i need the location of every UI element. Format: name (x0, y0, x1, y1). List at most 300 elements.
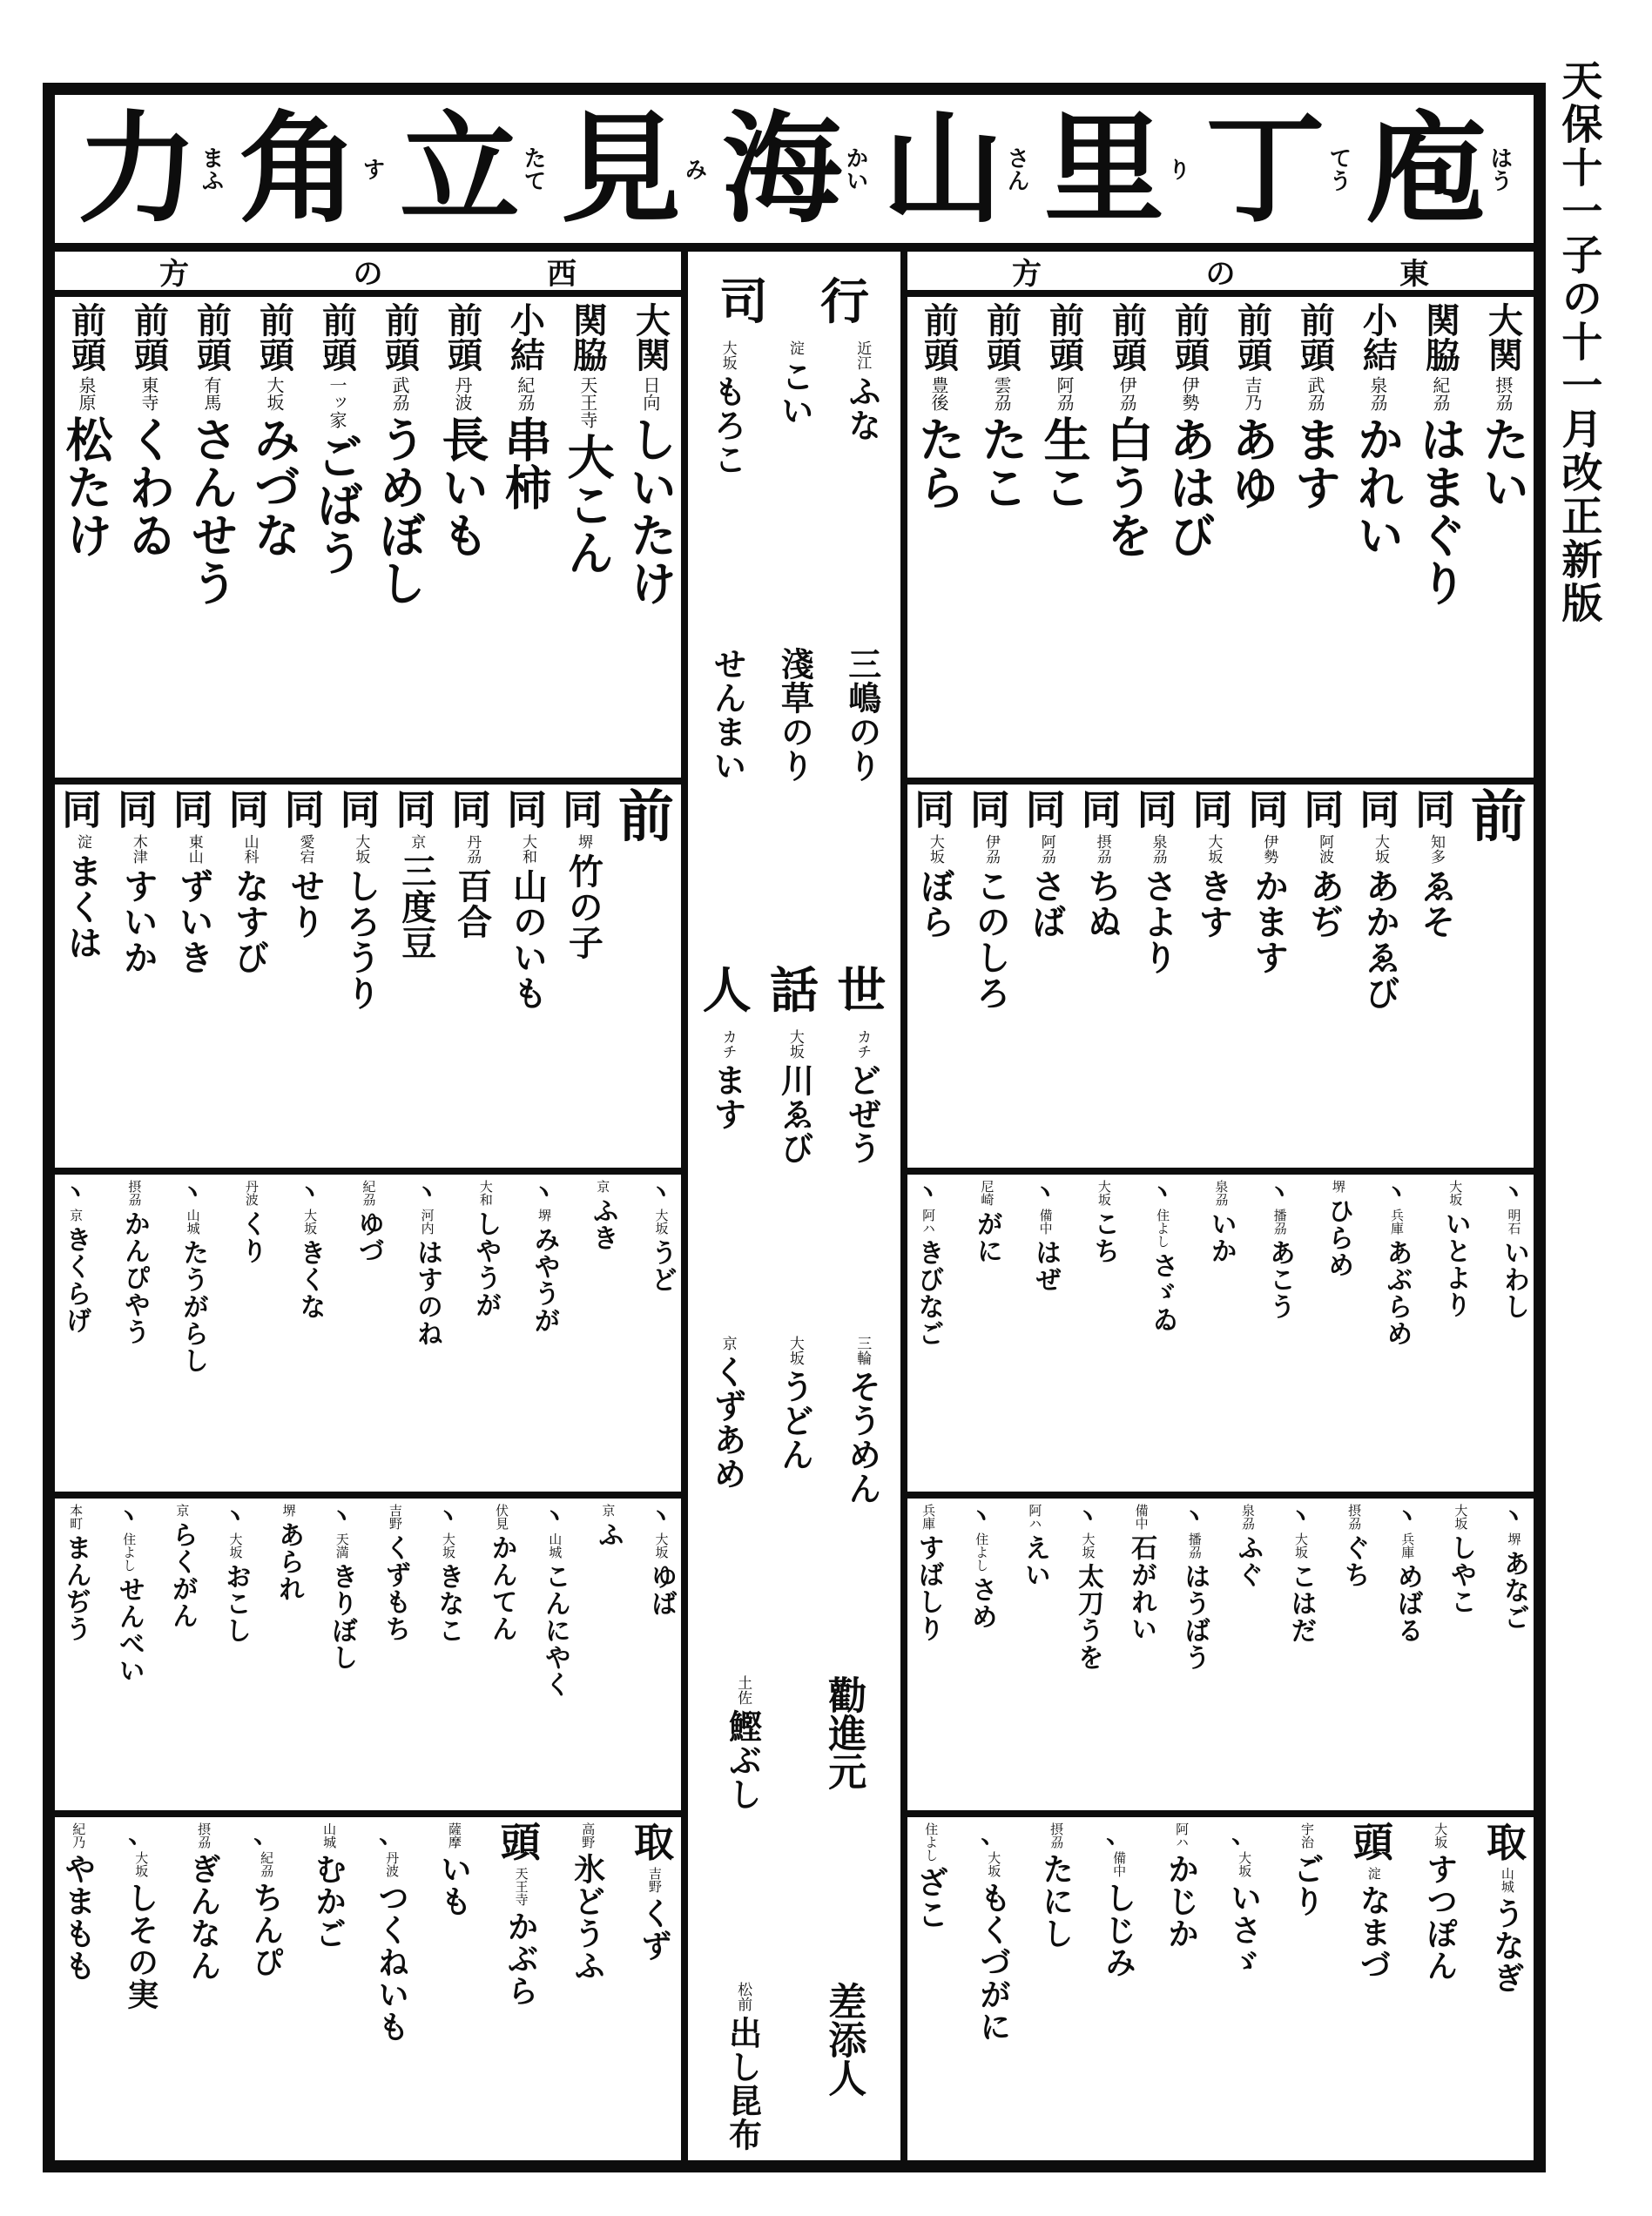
food-name: さんせう (184, 415, 240, 607)
food-name: 川ゑび (775, 1063, 815, 1166)
place-label: 摂刕 (196, 1822, 212, 1849)
food-name: そうめん (842, 1369, 882, 1505)
place-label: 京 (174, 1504, 191, 1517)
place-label: 松前 (734, 1981, 752, 2011)
food-name: さゞゐ (1147, 1252, 1178, 1333)
colophon-date: 天保十一子の十一月改正新版 (1554, 59, 1603, 625)
section-heading (693, 264, 895, 333)
food-name: すいか (118, 868, 159, 975)
place-label: 摂刕 (1346, 1504, 1363, 1530)
entry (246, 302, 303, 772)
entry (62, 1504, 89, 1805)
food-name: くずあめ (708, 1354, 748, 1491)
place-label: 一ッ家 (326, 376, 347, 428)
food-name: 淺草のり (775, 646, 815, 783)
place-label: 大坂 (786, 1335, 804, 1365)
place-label: 大坂 (986, 1851, 1002, 1877)
rank-label: 前頭 (253, 302, 295, 372)
food-name: たうがらし (178, 1239, 209, 1374)
food-name: ぼら (914, 868, 956, 940)
title-char (1365, 98, 1513, 239)
section-heading: 差添人 (821, 1981, 866, 2097)
place-label: 泉刕 (1149, 834, 1167, 864)
place-label: 阿刕 (1054, 376, 1075, 411)
entry (1352, 1819, 1393, 2148)
food-name: さめ (966, 1576, 997, 1630)
place-label: 京 (595, 1180, 611, 1193)
food-name: 氷どうふ (569, 1853, 606, 1982)
place-label: 泉刕 (1213, 1180, 1230, 1206)
entry (122, 1820, 159, 2148)
place-label: 天王寺 (577, 376, 598, 428)
ditto-mark: 同 (172, 786, 213, 833)
place-label: 住よし (121, 1532, 138, 1572)
entry (529, 1177, 560, 1486)
title-kanji: 丁 (1204, 98, 1325, 239)
rank-label: 前頭 (1231, 302, 1273, 372)
place-label: 摂刕 (1049, 1822, 1065, 1849)
food-name: なすび (229, 868, 271, 975)
entry (310, 1822, 347, 2148)
place-label: 近江 (853, 340, 872, 370)
entry (775, 1029, 815, 1166)
ditto-tick: ヽ (968, 1501, 994, 1530)
title-kanji: 力 (78, 98, 199, 239)
title-kanji: 山 (882, 98, 1003, 239)
place-label: 山城 (321, 1822, 338, 1849)
place-label: 阿ハ (1027, 1504, 1043, 1530)
entry (488, 1504, 515, 1805)
rank-label: 前頭 (65, 302, 107, 372)
title (55, 95, 1534, 252)
ditto-mark: 同 (1192, 786, 1233, 833)
entry (238, 1180, 265, 1486)
title-char (78, 98, 225, 239)
entry (775, 340, 815, 476)
place-label: 大坂 (1372, 834, 1390, 864)
food-name: 三嶋のり (842, 646, 882, 783)
entry (284, 786, 326, 1162)
food-name: 串柿 (496, 415, 553, 511)
east-band3 (907, 1175, 1534, 1499)
food-name: すばしり (913, 1534, 944, 1642)
header-char: 西 (547, 256, 577, 292)
ditto-tick: ヽ (297, 1177, 322, 1206)
ditto-tick: ヽ (116, 1501, 141, 1530)
food-name: こい (775, 360, 815, 428)
place-label: 木津 (129, 834, 147, 864)
entry (1392, 1501, 1423, 1805)
ditto-mark: 同 (228, 786, 269, 833)
entry (1021, 1504, 1048, 1805)
ditto-tick: 、 (1231, 1820, 1257, 1849)
place-label: 摂刕 (1093, 834, 1111, 864)
food-name: もろこ (708, 374, 748, 476)
food-name: きす (1192, 868, 1234, 940)
entry (1440, 1180, 1471, 1486)
place-label: 紀刕 (514, 376, 536, 411)
place-label: 大坂 (441, 1532, 457, 1559)
place-label: 山城 (547, 1532, 563, 1559)
food-name: 山のいも (507, 868, 549, 1011)
food-name: しやうが (470, 1210, 502, 1318)
entry (842, 340, 882, 476)
entry (569, 1822, 606, 2148)
food-name: がに (971, 1210, 1002, 1264)
food-name: うどん (775, 1369, 815, 1472)
west-band4 (55, 1499, 681, 1817)
entry (1102, 1822, 1135, 2148)
place-label: 紀乃 (71, 1822, 87, 1849)
entry (1025, 786, 1068, 1162)
rank-label: 関脇 (1419, 302, 1461, 372)
place-label: 備中 (1037, 1209, 1054, 1235)
title-kanji: 庖 (1365, 98, 1487, 239)
entry (1421, 1822, 1459, 2148)
food-name: みづな (246, 415, 303, 559)
place-label: 大坂 (302, 1209, 319, 1235)
place-label: 大坂 (1096, 1180, 1112, 1206)
food-name: あぶらめ (1381, 1239, 1413, 1347)
todori-heading-char: 頭 (1352, 1819, 1393, 1866)
food-name: かれい (1349, 415, 1406, 559)
entry (1474, 302, 1531, 772)
place-label: 兵庫 (1389, 1209, 1406, 1235)
place-label: 土佐 (734, 1675, 752, 1706)
place-label: 吉野 (646, 1867, 663, 1893)
rank-label: 小結 (1357, 302, 1399, 372)
food-name: きくらげ (60, 1226, 91, 1334)
place-label: 吉乃 (1241, 376, 1263, 411)
food-name: あかゑび (1359, 868, 1401, 1011)
entry (1359, 786, 1401, 1162)
food-name: 長いも (434, 415, 490, 559)
place-label: 天満 (334, 1532, 350, 1559)
entry (911, 302, 968, 772)
header-char: の (353, 256, 383, 292)
entry (1264, 1177, 1295, 1486)
entry (496, 302, 553, 772)
entry (117, 786, 159, 1162)
place-label: 丹波 (243, 1180, 260, 1206)
food-name: みやうが (529, 1226, 560, 1334)
food-name: せんべい (113, 1576, 145, 1684)
place-label: 堺 (536, 1209, 553, 1222)
place-label: 阿波 (1316, 834, 1334, 864)
east-band4 (907, 1499, 1534, 1817)
food-name: 三度豆 (395, 853, 437, 960)
title-furigana: す (359, 158, 385, 180)
place-label: 堺 (1506, 1532, 1522, 1546)
place-label: 備中 (1111, 1851, 1128, 1877)
entry (1232, 1504, 1264, 1805)
food-name: 出し昆布 (723, 2015, 763, 2152)
entry (708, 646, 748, 783)
entry (327, 1501, 358, 1805)
entry (375, 1822, 408, 2148)
place-label: 山城 (185, 1209, 201, 1235)
ditto-mark: 同 (1248, 786, 1289, 833)
entry (974, 1820, 1012, 2148)
food-name: たにし (1037, 1853, 1075, 1950)
food-name: いとより (1440, 1210, 1471, 1318)
west-band5 (55, 1817, 681, 2153)
food-name: しその実 (122, 1882, 159, 2011)
place-label: 紀刕 (1429, 376, 1451, 411)
food-name: らくがん (166, 1521, 198, 1629)
center-section (693, 1675, 895, 1811)
place-label: 兵庫 (920, 1504, 937, 1530)
place-label: 大坂 (1293, 1532, 1310, 1559)
food-name: ます (708, 1063, 748, 1132)
title-kanji: 海 (721, 98, 842, 239)
food-name: はまぐり (1412, 415, 1468, 607)
entry (219, 1501, 251, 1805)
entry (1136, 786, 1178, 1162)
entry (563, 786, 604, 1162)
entry (1179, 1501, 1210, 1805)
food-name: かぶら (502, 1910, 540, 2007)
entry (59, 1822, 97, 2148)
place-label: 紀刕 (361, 1180, 377, 1206)
food-name: ひらめ (1323, 1197, 1354, 1278)
header-char: 東 (1399, 256, 1429, 292)
title-kanji: 立 (399, 98, 520, 239)
place-label: 大坂 (1204, 834, 1223, 864)
place-label: 山科 (240, 834, 259, 864)
todori-heading-char: 取 (634, 1819, 674, 1866)
food-name: 百合 (451, 868, 493, 940)
entry (539, 1501, 570, 1805)
food-name: しいたけ (622, 415, 678, 607)
place-label: 阿刕 (1037, 834, 1055, 864)
ditto-tick: 、 (253, 1820, 279, 1849)
entry (1099, 302, 1156, 772)
food-name: 太刀うを (1072, 1563, 1103, 1671)
food-name: ゆば (645, 1563, 677, 1617)
place-label: 淀 (786, 340, 804, 355)
section-heading-char: 世 (837, 962, 887, 1020)
place-label: 大坂 (133, 1851, 150, 1877)
food-name: せんまい (708, 646, 748, 783)
ditto-tick: ヽ (1032, 1177, 1057, 1206)
food-name: やまもも (59, 1853, 97, 1982)
food-name: なまづ (1355, 1884, 1392, 1981)
place-label: 尼崎 (979, 1180, 995, 1206)
entry (118, 1180, 150, 1486)
entry (559, 302, 616, 772)
ditto-mark: 同 (563, 786, 603, 833)
entry (973, 1180, 1000, 1486)
food-name: 石がれい (1126, 1534, 1157, 1642)
entry (372, 302, 428, 772)
food-name: ずいき (173, 868, 215, 975)
entry (1349, 302, 1406, 772)
center-column (681, 252, 907, 2160)
place-label: 紀刕 (259, 1851, 275, 1877)
entry (1415, 786, 1457, 1162)
place-label: 大坂 (1447, 1180, 1464, 1206)
place-label: 高野 (580, 1822, 597, 1849)
ditto-mark: 同 (1025, 786, 1066, 833)
section-heading-char: 行 (820, 273, 869, 331)
place-label: 住よし (1155, 1209, 1171, 1248)
place-label: カチ (853, 1029, 872, 1060)
place-label: 丹波 (384, 1851, 401, 1877)
food-name: ざこ (912, 1866, 949, 1930)
food-name: きびなご (913, 1239, 944, 1347)
place-label: 京 (408, 834, 426, 849)
food-name: ふな (842, 374, 882, 442)
section-heading-char: 司 (719, 273, 768, 331)
place-label: 本町 (68, 1504, 84, 1530)
place-label: 大坂 (1080, 1532, 1096, 1559)
entry (842, 646, 882, 783)
entry (913, 1177, 944, 1486)
entry (1037, 1822, 1075, 2148)
entry (395, 786, 437, 1162)
food-name: くずもち (380, 1534, 411, 1642)
food-name: 松たけ (58, 415, 115, 559)
todori-heading-char: 取 (1487, 1819, 1527, 1866)
ditto-tick: ヽ (531, 1177, 556, 1206)
food-name: うなぎ (1488, 1897, 1526, 1994)
food-name: 鰹ぶし (723, 1709, 763, 1812)
east-band2 (907, 785, 1534, 1175)
place-label: カチ (718, 1029, 737, 1060)
ditto-tick: ヽ (1500, 1177, 1526, 1206)
entry (1487, 1819, 1527, 2148)
food-name: ちぬ (1082, 868, 1123, 940)
entry (433, 1501, 464, 1805)
ditto-tick: ヽ (222, 1501, 247, 1530)
rank-heading (617, 785, 674, 1162)
place-label: 雲刕 (991, 376, 1013, 411)
entry (1498, 1501, 1529, 1805)
rank-label: 大関 (1482, 302, 1524, 372)
east-band1 (907, 297, 1534, 785)
east-side (907, 252, 1534, 2160)
place-label: 伊勢 (1178, 376, 1200, 411)
place-label: 豊後 (928, 376, 950, 411)
entry (589, 1180, 616, 1486)
ditto-tick: ヽ (1394, 1501, 1419, 1530)
food-name: ゑそ (1415, 868, 1457, 940)
place-label: 大坂 (653, 1209, 670, 1235)
entry (592, 1504, 624, 1805)
ditto-tick: ヽ (542, 1501, 567, 1530)
place-label: 泉刕 (1239, 1504, 1256, 1530)
entry (1205, 1180, 1237, 1486)
todori-heading-char: 頭 (500, 1819, 541, 1866)
food-name: しやこ (1445, 1534, 1476, 1615)
entry (1498, 1177, 1529, 1486)
entry (974, 302, 1030, 772)
food-name: はうばう (1179, 1563, 1210, 1671)
entry (1089, 1180, 1120, 1486)
header-char: 方 (1012, 256, 1042, 292)
food-name: 大こん (559, 433, 616, 576)
food-name: かんぴやう (118, 1210, 150, 1345)
title-furigana: たて (519, 146, 546, 192)
place-label: 明石 (1506, 1209, 1522, 1235)
food-name: いも (435, 1853, 473, 1917)
entry (507, 786, 549, 1162)
food-name: ます (1286, 415, 1343, 511)
place-label: 丹刕 (463, 834, 482, 864)
food-name: ふぐ (1232, 1534, 1264, 1588)
place-label: 伏見 (494, 1504, 510, 1530)
ditto-tick: 、 (128, 1820, 153, 1849)
place-label: 日向 (639, 376, 661, 411)
header-char: の (1205, 256, 1236, 292)
food-name: いわし (1498, 1239, 1529, 1320)
header-east (907, 252, 1534, 297)
entry (842, 1335, 882, 1505)
food-name: こはだ (1285, 1563, 1317, 1644)
entry (121, 302, 178, 772)
printed-frame (43, 83, 1546, 2172)
place-label: 知多 (1426, 834, 1445, 864)
food-name: あぢ (1304, 868, 1345, 940)
entry (1128, 1504, 1155, 1805)
maegashira-label: 前 (617, 785, 674, 850)
entry (1072, 1501, 1103, 1805)
food-name: せり (284, 868, 326, 940)
food-name: ごばう (309, 433, 366, 576)
food-name: すつぽん (1421, 1853, 1459, 1982)
rank-label: 前頭 (1106, 302, 1148, 372)
entry (1224, 302, 1280, 772)
place-label: 武刕 (1304, 376, 1325, 411)
place-label: 愛宕 (296, 834, 314, 864)
food-name: しじみ (1100, 1882, 1137, 1978)
entry (1381, 1177, 1413, 1486)
entry (273, 1504, 305, 1805)
food-name: まんぢう (60, 1534, 91, 1642)
place-label: 大坂 (718, 340, 737, 370)
ditto-tick: 、 (379, 1820, 404, 1849)
entry (775, 1335, 815, 1505)
food-name: えい (1019, 1534, 1050, 1588)
food-name: たこ (974, 415, 1030, 511)
place-label: 伊刕 (1116, 376, 1137, 411)
food-name: めばる (1392, 1563, 1423, 1644)
rank-label: 前頭 (191, 302, 233, 372)
food-name: あはび (1162, 415, 1218, 559)
food-name: くず (636, 1897, 673, 1962)
header-char: 方 (159, 256, 189, 292)
place-label: 大坂 (1433, 1822, 1449, 1849)
entry (1030, 1177, 1062, 1486)
entry (622, 302, 678, 772)
place-label: 堺 (574, 834, 592, 849)
section-heading: 勸進元 (821, 1675, 866, 1791)
entry (294, 1177, 326, 1486)
food-name: うど (645, 1239, 677, 1293)
title-furigana: さん (1002, 146, 1029, 192)
ditto-mark: 同 (507, 786, 548, 833)
entry (1412, 302, 1468, 772)
food-name: こんにやく (539, 1563, 570, 1698)
place-label: 泉原 (76, 376, 98, 411)
food-name: あゆ (1224, 415, 1280, 511)
place-label: 住よし (974, 1532, 990, 1572)
place-label: 宇治 (1299, 1822, 1316, 1849)
rank-label: 前頭 (128, 302, 170, 372)
rank-label: 前頭 (1169, 302, 1210, 372)
center-section (693, 264, 895, 476)
